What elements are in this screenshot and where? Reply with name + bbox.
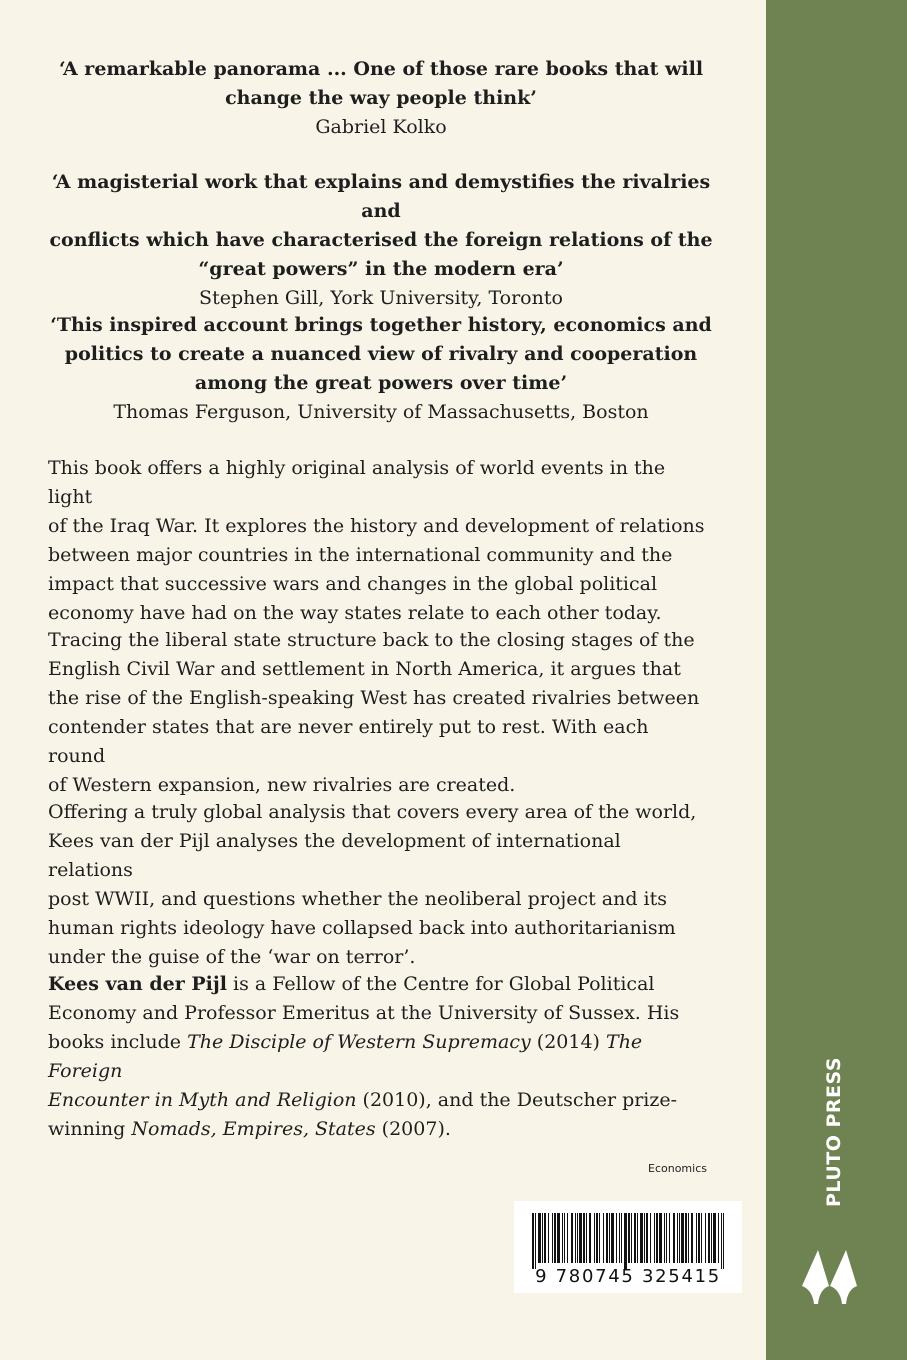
author-name: Kees van der Pijl bbox=[48, 973, 227, 995]
review-quote-text: “great powers” in the modern era’ bbox=[198, 258, 564, 280]
barcode-bar bbox=[708, 1213, 710, 1263]
paragraph-line: of Western expansion, new rivalries are created. bbox=[48, 774, 516, 796]
bio-text: (2014) bbox=[530, 1031, 607, 1053]
barcode-bar bbox=[673, 1213, 675, 1263]
barcode-bar bbox=[711, 1213, 712, 1263]
barcode-bar bbox=[713, 1213, 716, 1263]
paragraph-line: of the Iraq War. It explores the history and development of relations bbox=[48, 515, 705, 537]
paragraph-line: under the guise of the ‘war on terror’. bbox=[48, 946, 416, 968]
barcode-bar bbox=[619, 1213, 620, 1263]
barcode-bar bbox=[544, 1213, 546, 1263]
bio-text: is a Fellow of the Centre for Global Political bbox=[226, 973, 655, 995]
barcode-bar bbox=[554, 1213, 556, 1263]
bio-text: books include bbox=[48, 1031, 188, 1053]
barcode-bar bbox=[542, 1213, 543, 1263]
barcode-bar bbox=[567, 1213, 568, 1263]
barcode-bar bbox=[650, 1213, 651, 1263]
barcode-bar bbox=[596, 1213, 598, 1263]
barcode-bar bbox=[669, 1213, 670, 1263]
barcode-bar bbox=[718, 1213, 719, 1263]
pluto-press-logo-icon bbox=[800, 1244, 866, 1310]
bio-text: (2007). bbox=[375, 1118, 451, 1140]
review-quote-text: ‘This inspired account brings together history, economics and bbox=[50, 314, 712, 336]
isbn-digits: 9 780745 325415 bbox=[535, 1266, 721, 1287]
book-title: Nomads, Empires, States bbox=[131, 1118, 376, 1140]
barcode-bar bbox=[656, 1213, 658, 1263]
barcode-bar bbox=[579, 1213, 582, 1263]
description-paragraph-2 bbox=[48, 626, 708, 800]
barcode-bar bbox=[562, 1213, 563, 1263]
bio-text: (2010), and the Deutscher prize- bbox=[356, 1089, 678, 1111]
barcode-bar bbox=[681, 1213, 684, 1263]
paragraph-line bbox=[48, 1086, 708, 1115]
review-quote-2 bbox=[48, 168, 714, 313]
paragraph-line: the rise of the English-speaking West has created rivalries between bbox=[48, 687, 700, 709]
book-title: The Foreign bbox=[48, 1031, 643, 1082]
paragraph-line bbox=[48, 1028, 708, 1086]
description-paragraph-1 bbox=[48, 454, 708, 628]
paragraph-line: Offering a truly global analysis that covers every area of the world, bbox=[48, 801, 697, 823]
review-quote-source: Gabriel Kolko bbox=[315, 116, 447, 138]
barcode-bar bbox=[654, 1213, 655, 1263]
paragraph-line: Economy and Professor Emeritus at the University of Sussex. His bbox=[48, 1002, 680, 1024]
barcode-bar bbox=[646, 1213, 648, 1263]
barcode-bar bbox=[659, 1213, 662, 1263]
review-quote-source: Stephen Gill, York University, Toronto bbox=[199, 287, 563, 309]
barcode-bar bbox=[571, 1213, 573, 1263]
barcode-bar bbox=[586, 1213, 587, 1263]
category-label: Economics bbox=[648, 1162, 707, 1175]
barcode-bar bbox=[611, 1213, 614, 1263]
paragraph-line: economy have had on the way states relate to each other today. bbox=[48, 602, 662, 624]
barcode-bar bbox=[548, 1213, 549, 1263]
barcode-bar bbox=[616, 1213, 617, 1263]
publisher-name: PLUTO PRESS bbox=[823, 1056, 845, 1208]
review-quote-text: politics to create a nuanced view of rivalry and cooperation bbox=[64, 343, 698, 365]
barcode-bar bbox=[666, 1213, 667, 1263]
barcode-bar bbox=[691, 1213, 693, 1263]
barcode-bar bbox=[631, 1213, 632, 1263]
barcode-bar bbox=[609, 1213, 610, 1263]
review-quote-text: change the way people think’ bbox=[225, 87, 537, 109]
barcode-bar bbox=[589, 1213, 591, 1263]
barcode-bar bbox=[557, 1213, 560, 1263]
barcode-bar bbox=[583, 1213, 585, 1263]
barcode-bar bbox=[552, 1213, 553, 1263]
barcode-bar bbox=[640, 1213, 643, 1263]
barcode-bar bbox=[606, 1213, 608, 1263]
barcode-bar bbox=[664, 1213, 665, 1263]
barcode-bar bbox=[644, 1213, 645, 1263]
paragraph-line: contender states that are never entirely put to rest. With each round bbox=[48, 716, 649, 767]
paragraph-line: English Civil War and settlement in North America, it argues that bbox=[48, 658, 681, 680]
barcode-bar bbox=[688, 1213, 689, 1263]
barcode-bar bbox=[532, 1213, 534, 1269]
barcode-bar bbox=[599, 1213, 600, 1263]
review-quote-3 bbox=[48, 311, 714, 427]
barcode-bar bbox=[538, 1213, 541, 1263]
barcode-bar bbox=[634, 1213, 636, 1263]
barcode-bar bbox=[705, 1213, 706, 1263]
barcode-bar bbox=[621, 1213, 622, 1263]
review-quote-source: Thomas Ferguson, University of Massachusetts, Boston bbox=[113, 401, 649, 423]
barcode-bar bbox=[603, 1213, 604, 1263]
barcode-bar bbox=[535, 1213, 536, 1269]
author-bio bbox=[48, 970, 708, 1144]
description-paragraph-3 bbox=[48, 798, 708, 972]
book-title: Encounter in Myth and Religion bbox=[48, 1089, 357, 1111]
barcode-bar bbox=[637, 1213, 638, 1263]
paragraph-line: post WWII, and questions whether the neoliberal project and its bbox=[48, 888, 668, 910]
isbn-barcode bbox=[514, 1201, 742, 1293]
barcode-bar bbox=[575, 1213, 576, 1263]
barcode-bar bbox=[628, 1213, 630, 1263]
barcode-bar bbox=[721, 1213, 722, 1269]
review-quote-text: ‘A magisterial work that explains and demystifies the rivalries and bbox=[51, 171, 711, 222]
paragraph-line: This book offers a highly original analysis of world events in the light bbox=[48, 457, 666, 508]
paragraph-line: human rights ideology have collapsed back into authoritarianism bbox=[48, 917, 676, 939]
review-quote-text: ‘A remarkable panorama ... One of those rare books that will bbox=[58, 58, 704, 80]
paragraph-line: impact that successive wars and changes in the global political bbox=[48, 573, 658, 595]
barcode-bar bbox=[679, 1213, 680, 1263]
paragraph-line bbox=[48, 1115, 708, 1144]
review-quote-text: among the great powers over time’ bbox=[194, 372, 568, 394]
review-quote-text: conflicts which have characterised the foreign relations of the bbox=[49, 229, 713, 251]
barcode-bar bbox=[677, 1213, 678, 1263]
barcode-bar bbox=[685, 1213, 687, 1263]
barcode-bar bbox=[698, 1213, 700, 1263]
review-quote-1 bbox=[48, 55, 714, 142]
barcode-bar bbox=[564, 1213, 565, 1263]
bio-text: winning bbox=[48, 1118, 132, 1140]
paragraph-line: Kees van der Pijl analyses the development of international relations bbox=[48, 830, 621, 881]
paragraph-line: between major countries in the international community and the bbox=[48, 544, 673, 566]
barcode-bar bbox=[723, 1213, 724, 1269]
book-title: The Disciple of Western Supremacy bbox=[187, 1031, 531, 1053]
barcode-bar bbox=[701, 1213, 702, 1263]
barcode-bar bbox=[577, 1213, 578, 1263]
barcode-bar bbox=[696, 1213, 697, 1263]
paragraph-line: Tracing the liberal state structure back to the closing stages of the bbox=[48, 629, 695, 651]
barcode-bar bbox=[594, 1213, 595, 1263]
barcode-bar bbox=[624, 1213, 627, 1269]
paragraph-line bbox=[48, 970, 708, 999]
